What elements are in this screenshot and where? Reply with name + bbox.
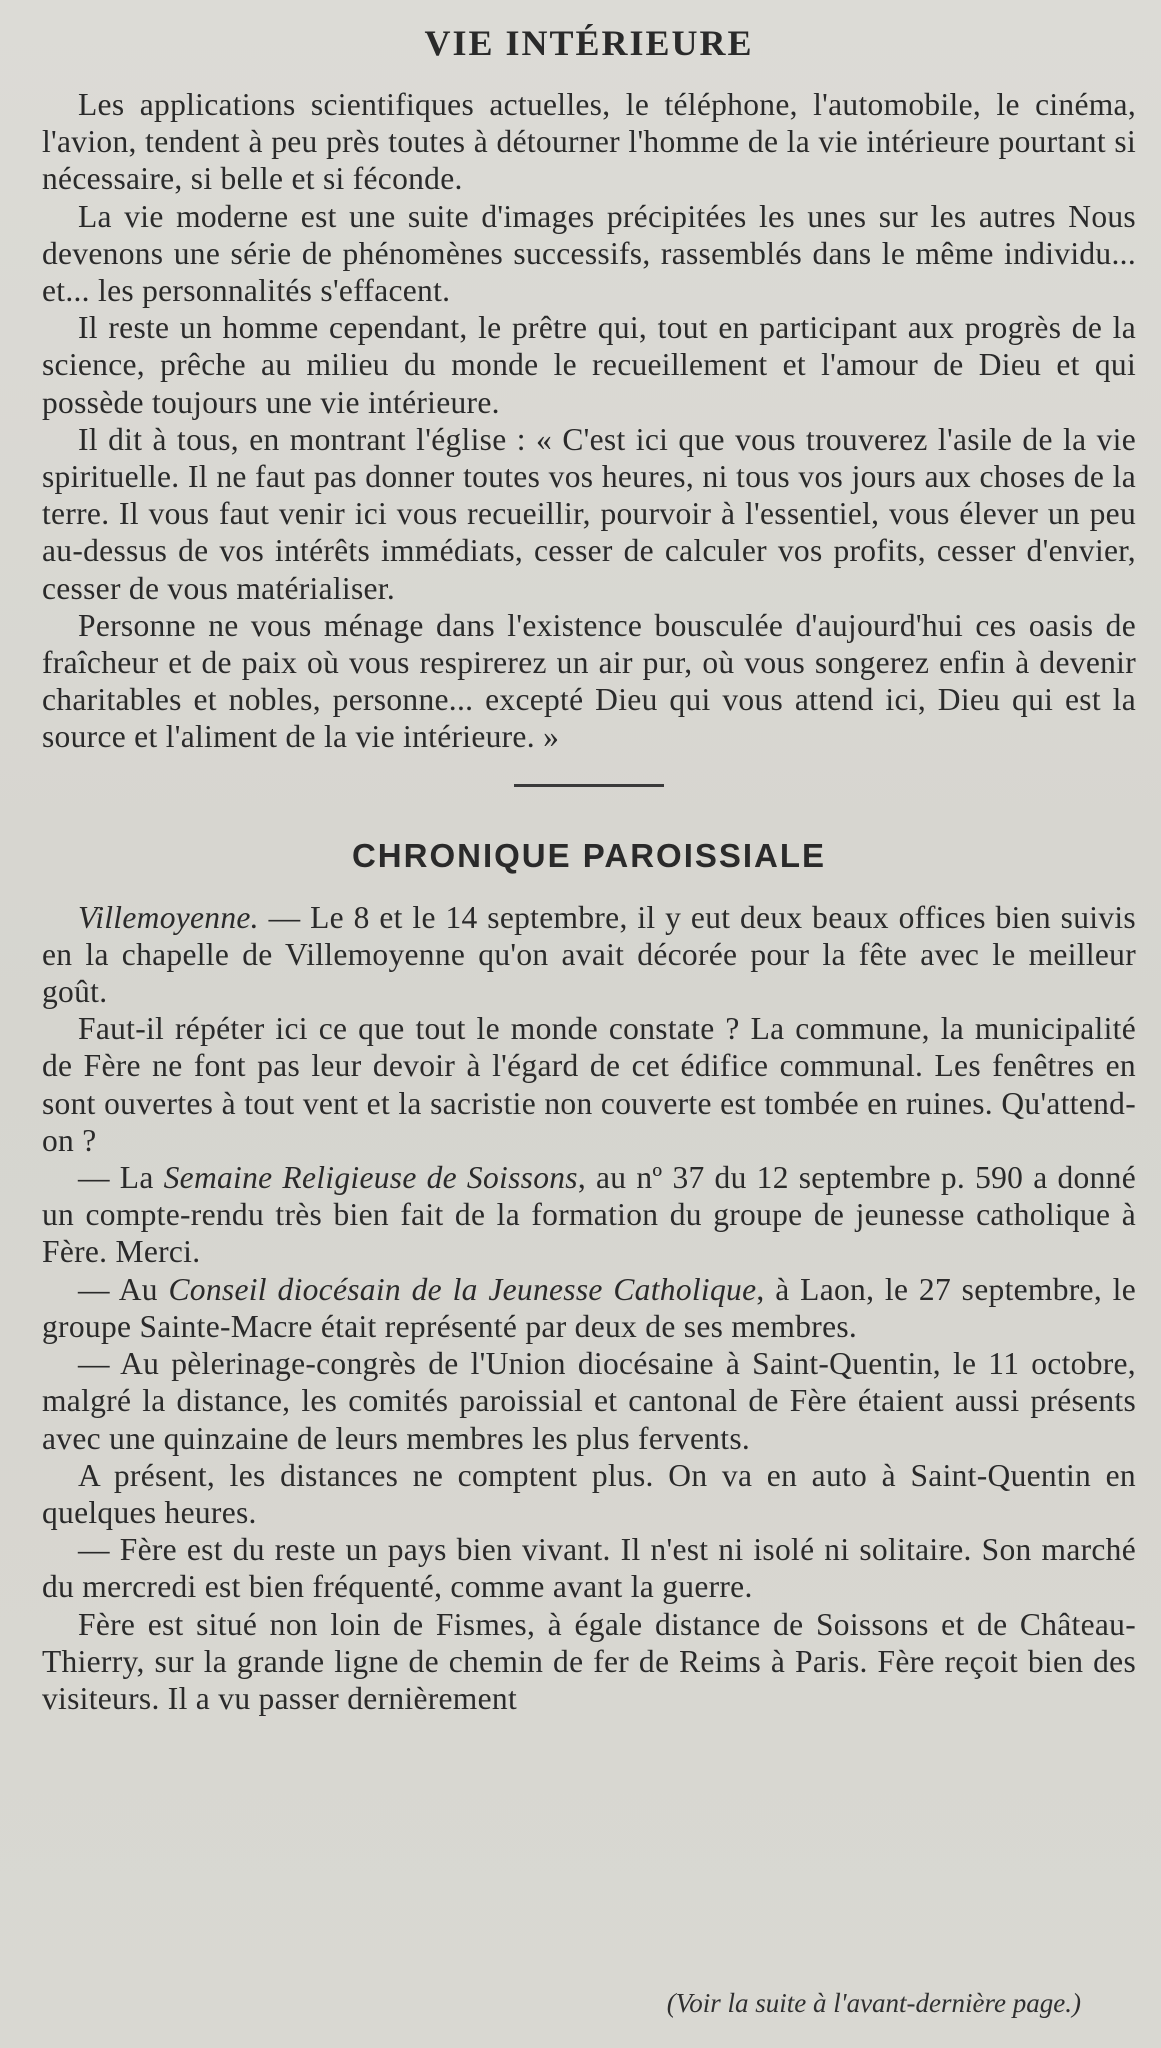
paragraph: Fère est situé non loin de Fismes, à égale distance de Soissons et de Château-Thierry, sur la grande ligne de chemin de fer de Reims à Paris. Fère reçoit bien des visiteurs. Il a vu passer dernièrement	[42, 1606, 1136, 1716]
publication-title: Semaine Religieuse de Soissons	[163, 1160, 578, 1196]
paragraph-text: , au nº 37 du 12 septembre p. 590 a donné un compte-rendu très bien fait de la formation du groupe de jeunesse catholique à Fère. Merci.	[42, 1160, 1136, 1270]
paragraph: — Au pèlerinage-congrès de l'Union diocésaine à Saint-Quentin, le 11 octobre, malgré la distance, les comités paroissial et cantonal de Fère étaient aussi présents avec une quinzaine de leurs membres les plus fervents.	[42, 1346, 1136, 1456]
section-title-vie-interieure: VIE INTÉRIEURE	[424, 23, 754, 63]
continuation-note: (Voir la suite à l'avant-dernière page.)	[666, 1988, 1081, 2018]
paragraph: Les applications scientifiques actuelles, le téléphone, l'automobile, le cinéma, l'avion, tendent à peu près toutes à détourner l'homme de la vie intérieure pourtant si nécessaire, si belle et si féconde.	[42, 87, 1136, 197]
paragraph-text: — Au	[78, 1271, 169, 1307]
paragraph	[42, 899, 1136, 1011]
place-name: Villemoyenne.	[78, 899, 259, 935]
page-content	[42, 22, 1136, 1717]
paragraph-text: , à Laon, le 27 septembre, le groupe Sainte-Macre était représenté par deux de ses membres.	[42, 1271, 1136, 1344]
paragraph: A présent, les distances ne comptent plus. On va en auto à Saint-Quentin en quelques heures.	[42, 1457, 1136, 1530]
section-title-chronique-paroissiale: CHRONIQUE PAROISSIALE	[351, 836, 827, 874]
paragraph: La vie moderne est une suite d'images précipitées les unes sur les autres Nous devenons une série de phénomènes successifs, rassemblés dans le même individu... et... les personnalités s'effacent.	[42, 198, 1136, 309]
paragraph-text: — La	[78, 1160, 164, 1196]
council-name: Conseil diocésain de la Jeunesse Catholique	[168, 1271, 757, 1307]
paragraph	[42, 1271, 1136, 1345]
section-divider	[514, 784, 664, 787]
paragraph-text: — Le 8 et le 14 septembre, il y eut deux beaux offices bien suivis en la chapelle de Villemoyenne qu'on avait décorée pour la fête avec le meilleur goût.	[42, 899, 1136, 1010]
paragraph	[42, 1159, 1136, 1271]
paragraph: Personne ne vous ménage dans l'existence bousculée d'aujourd'hui ces oasis de fraîcheur et de paix où vous respirerez un air pur, où vous songerez enfin à devenir charitables et nobles, personne... excepté Dieu qui vous attend ici, Dieu qui est la source et l'aliment de la vie intérieure. »	[42, 607, 1136, 755]
paragraph: Il dit à tous, en montrant l'église : « C'est ici que vous trouverez l'asile de la vie spirituelle. Il ne faut pas donner toutes vos heures, ni tous vos jours aux choses de la terre. Il vous faut venir ici vous recueillir, pourvoir à l'essentiel, vous élever un peu au-dessus de vos intérêts immédiats, cesser de calculer vos profits, cesser d'envier, cesser de vous matérialiser.	[42, 421, 1136, 606]
paragraph: — Fère est du reste un pays bien vivant. Il n'est ni isolé ni solitaire. Son marché du mercredi est bien fréquenté, comme avant la guerre.	[42, 1532, 1136, 1605]
paragraph: Faut-il répéter ici ce que tout le monde constate ? La commune, la municipalité de Fère ne font pas leur devoir à l'égard de cet édifice communal. Les fenêtres en sont ouvertes à tout vent et la sacristie non couverte est tombée en ruines. Qu'attend-on ?	[42, 1011, 1136, 1158]
paragraph: Il reste un homme cependant, le prêtre qui, tout en participant aux progrès de la science, prêche au milieu du monde le recueillement et l'amour de Dieu et qui possède toujours une vie intérieure.	[42, 310, 1136, 420]
